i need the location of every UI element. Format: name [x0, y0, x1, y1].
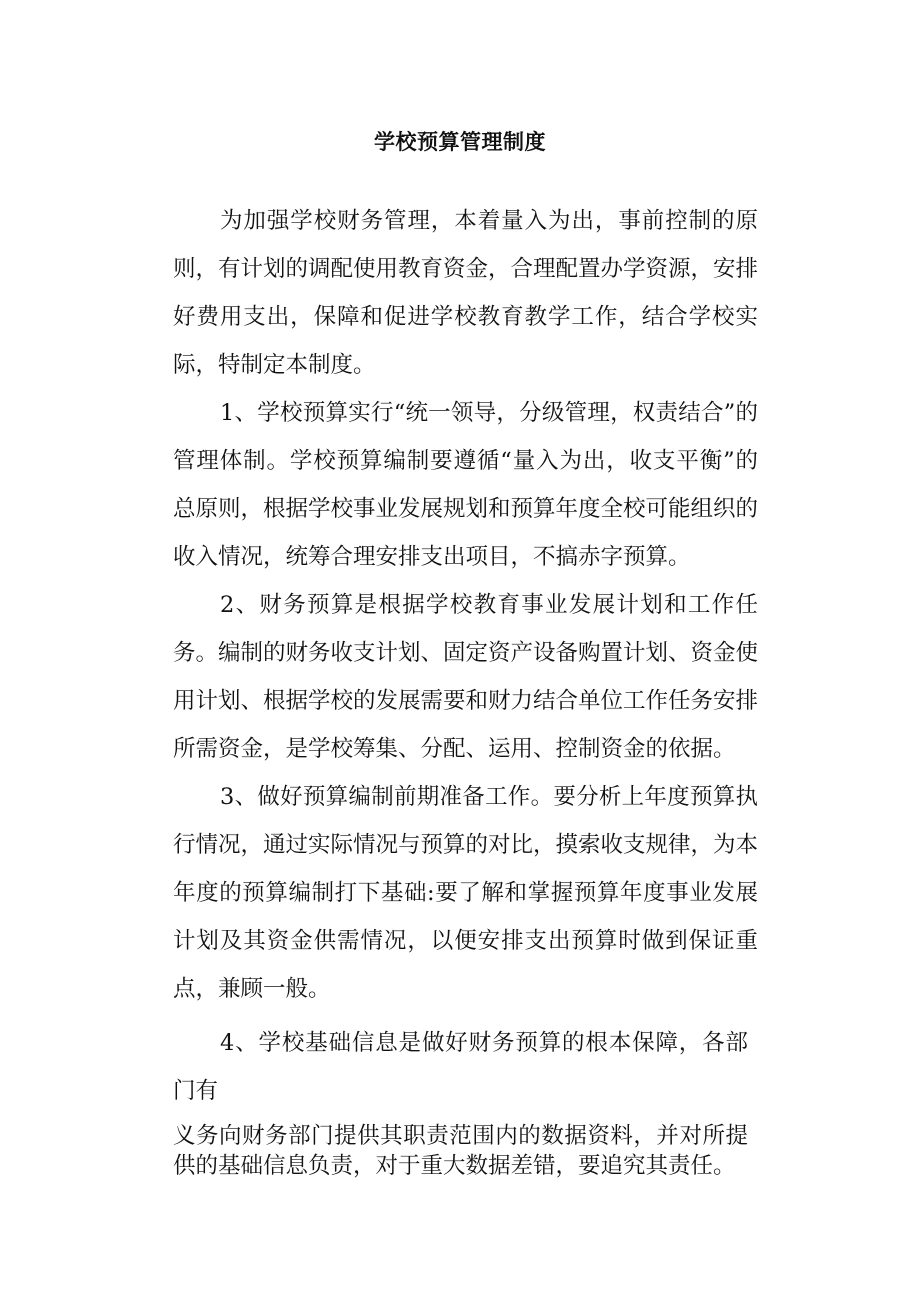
paragraph-intro: 为加强学校财务管理，本着量入为出，事前控制的原则，有计划的调配使用教育资金，合理配置办学资源，安排好费用支出，保障和促进学校教育教学工作，结合学校实际，特制定本制度。	[173, 208, 759, 378]
document-title: 学校预算管理制度	[374, 130, 546, 154]
paragraph-item-1: 1、学校预算实行“统一领导，分级管理，权责结合”的管理体制。学校预算编制要遵循“量入为出，收支平衡”的总原则，根据学校事业发展规划和预算年度全校可能组织的收入情况，统筹合理安排支出项目，不搞赤字预算。	[173, 400, 759, 570]
paragraph-item-4-continuation: 义务向财务部门提供其职责范围内的数据资料，并对所提供的基础信息负责，对于重大数据差错，要追究其责任。	[173, 1123, 748, 1179]
paragraph-item-4-first-line: 4、学校基础信息是做好财务预算的根本保障，各部门有	[173, 1030, 748, 1104]
paragraph-item-4	[173, 1019, 748, 1181]
paragraph-item-2: 2、财务预算是根据学校教育事业发展计划和工作任务。编制的财务收支计划、固定资产设备购置计划、资金使用计划、根据学校的发展需要和财力结合单位工作任务安排所需资金，是学校筹集、分配、运用、控制资金的依据。	[173, 592, 759, 762]
paragraph-item-3: 3、做好预算编制前期准备工作。要分析上年度预算执行情况，通过实际情况与预算的对比，摸索收支规律，为本年度的预算编制打下基础:要了解和掌握预算年度事业发展计划及其资金供需情况，以便安排支出预算时做到保证重点，兼顾一般。	[173, 784, 759, 1002]
